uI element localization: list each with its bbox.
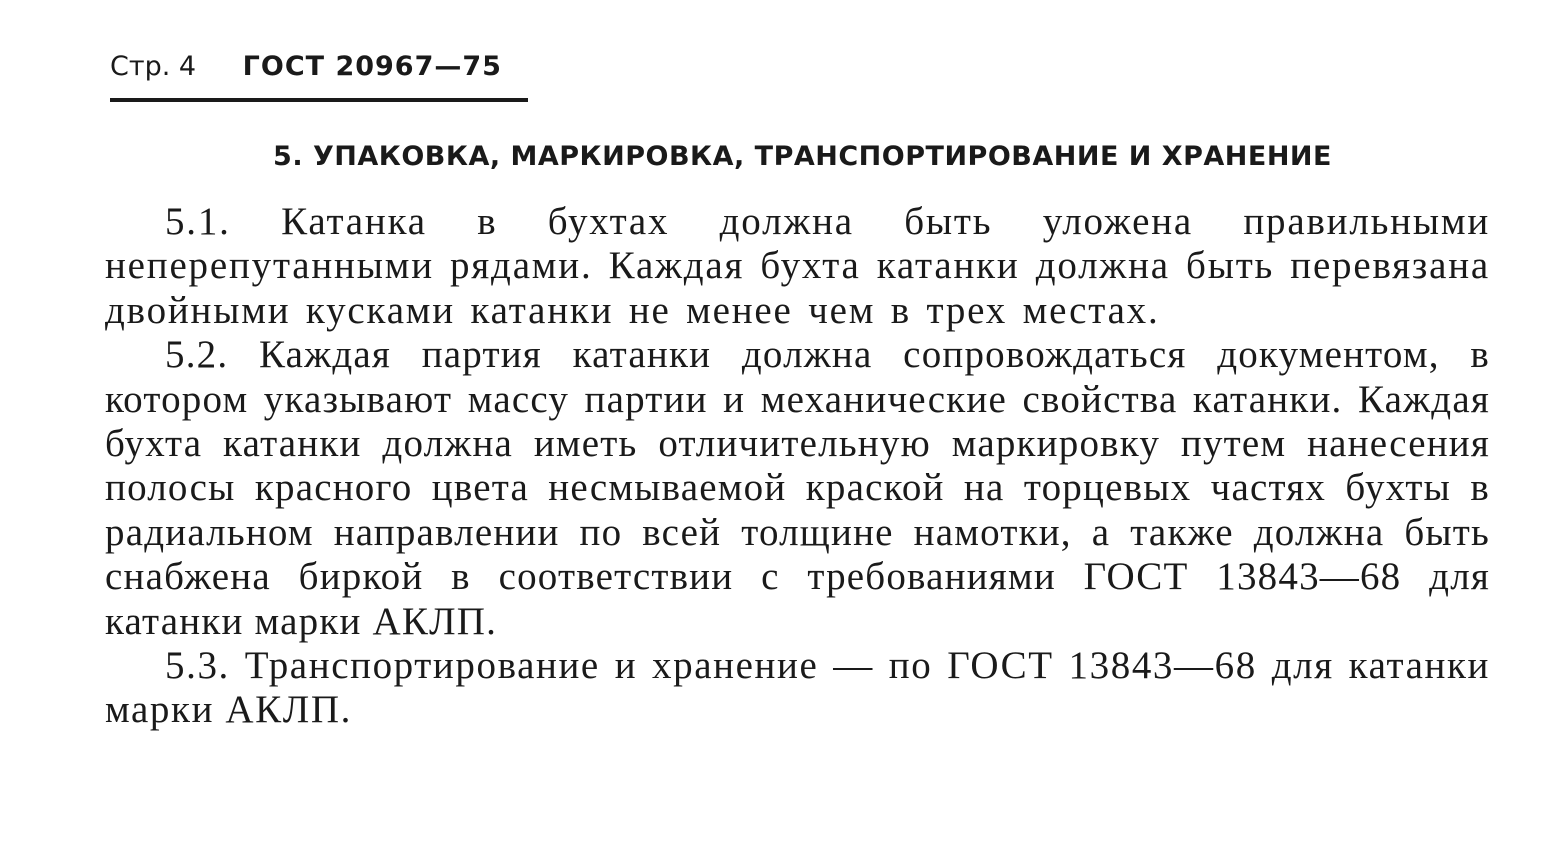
page-header — [110, 50, 502, 84]
header-underline — [110, 98, 528, 102]
document-body — [105, 200, 1490, 733]
page-number: Стр. 4 — [110, 51, 197, 82]
paragraph-5-1: 5.1. Катанка в бухтах должна быть уложена правильными неперепутанными рядами. Каждая бухта катанки должна быть перевязана двойными кусками катанки не менее чем в трех местах. — [105, 200, 1490, 332]
standard-code: ГОСТ 20967—75 — [242, 51, 502, 82]
paragraph-5-2: 5.2. Каждая партия катанки должна сопровождаться документом, в котором указывают массу партии и механические свойства катанки. Каждая бухта катанки должна иметь отличительную маркировку путем нанесения полосы красного цвета несмываемой краской на торцевых частях бухты в радиальном направлении по всей толщине намотки, а также должна быть снабжена биркой в соответствии с требованиями ГОСТ 13843—68 для катанки марки АКЛП. — [105, 333, 1490, 643]
paragraph-5-3: 5.3. Транспортирование и хранение — по ГОСТ 13843—68 для катанки марки АКЛП. — [105, 644, 1490, 732]
section-title: 5. УПАКОВКА, МАРКИРОВКА, ТРАНСПОРТИРОВАНИЕ И ХРАНЕНИЕ — [273, 141, 1332, 172]
